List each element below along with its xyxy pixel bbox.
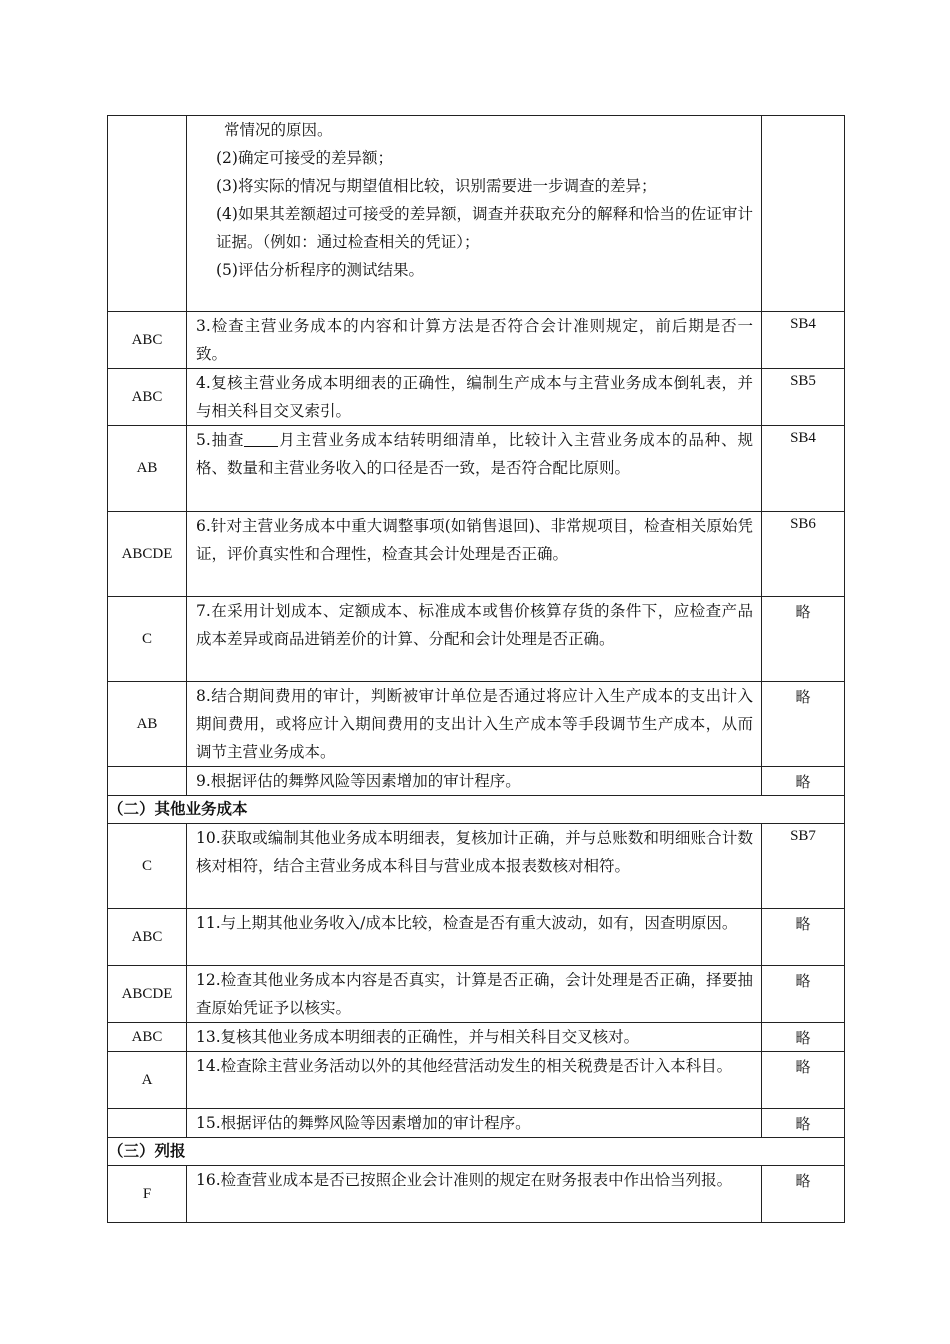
index-cell: 略 (762, 909, 845, 966)
table-row (108, 966, 845, 1023)
procedure-cell: 13.复核其他业务成本明细表的正确性，并与相关科目交叉核对。 (187, 1023, 762, 1052)
index-cell: SB7 (762, 824, 845, 909)
assertion-cell: AB (108, 426, 187, 512)
procedure-cell: 10.获取或编制其他业务成本明细表，复核加计正确，并与总账数和明细账合计数核对相符，结合主营业务成本科目与营业成本报表数核对相符。 (187, 824, 762, 909)
index-cell: SB4 (762, 426, 845, 512)
index-cell (762, 116, 845, 312)
procedure-text: 5.抽查 (196, 431, 245, 449)
index-cell: 略 (762, 597, 845, 682)
section-header-row (108, 1138, 845, 1166)
table-row (108, 767, 845, 796)
procedure-line: (5)评估分析程序的测试结果。 (216, 261, 424, 279)
assertion-cell (108, 1109, 187, 1138)
table-row (108, 1109, 845, 1138)
index-cell: 略 (762, 966, 845, 1023)
assertion-cell: ABC (108, 909, 187, 966)
table-row (108, 312, 845, 369)
index-cell: 略 (762, 1052, 845, 1109)
procedure-cell: 12.检查其他业务成本内容是否真实，计算是否正确，会计处理是否正确，择要抽查原始凭证予以核实。 (187, 966, 762, 1023)
procedure-cell: 4.复核主营业务成本明细表的正确性，编制生产成本与主营业务成本倒轧表，并与相关科目交叉索引。 (187, 369, 762, 426)
procedure-cell: 16.检查营业成本是否已按照企业会计准则的规定在财务报表中作出恰当列报。 (187, 1166, 762, 1223)
procedure-cell: 14.检查除主营业务活动以外的其他经营活动发生的相关税费是否计入本科目。 (187, 1052, 762, 1109)
assertion-cell: C (108, 824, 187, 909)
table-row (108, 1166, 845, 1223)
procedure-cell: 6.针对主营业务成本中重大调整事项(如销售退回)、非常规项目，检查相关原始凭证，评价真实性和合理性，检查其会计处理是否正确。 (187, 512, 762, 597)
assertion-cell: ABCDE (108, 966, 187, 1023)
assertion-cell: ABC (108, 1023, 187, 1052)
table-row (108, 512, 845, 597)
audit-procedures-table (107, 115, 845, 1223)
table-row (108, 1052, 845, 1109)
table-row (108, 426, 845, 512)
table-row (108, 1023, 845, 1052)
assertion-cell: C (108, 597, 187, 682)
procedure-cell: 15.根据评估的舞弊风险等因素增加的审计程序。 (187, 1109, 762, 1138)
section-title: （二）其他业务成本 (108, 796, 845, 824)
section-header-row (108, 796, 845, 824)
assertion-cell (108, 767, 187, 796)
table-row (108, 116, 845, 312)
procedure-cell: 7.在采用计划成本、定额成本、标准成本或售价核算存货的条件下，应检查产品成本差异或商品进销差价的计算、分配和会计处理是否正确。 (187, 597, 762, 682)
assertion-cell: ABC (108, 312, 187, 369)
assertion-cell: ABC (108, 369, 187, 426)
procedure-text: 月主营业务成本结转明细清单，比较计入主营业务成本的品种、规格、数量和主营业务收入的口径是否一致，是否符合配比原则。 (196, 431, 753, 477)
procedure-cell: 8.结合期间费用的审计，判断被审计单位是否通过将应计入生产成本的支出计入期间费用，或将应计入期间费用的支出计入生产成本等手段调节生产成本，从而调节主营业务成本。 (187, 682, 762, 767)
table-row (108, 824, 845, 909)
index-cell: 略 (762, 1166, 845, 1223)
assertion-cell: ABCDE (108, 512, 187, 597)
procedure-line: (3)将实际的情况与期望值相比较，识别需要进一步调查的差异； (216, 177, 657, 195)
index-cell: SB5 (762, 369, 845, 426)
index-cell: SB6 (762, 512, 845, 597)
procedure-line: (4)如果其差额超过可接受的差异额，调查并获取充分的解释和恰当的佐证审计证据。（例如：通过检查相关的凭证）； (216, 205, 753, 251)
table-row (108, 909, 845, 966)
assertion-cell: A (108, 1052, 187, 1109)
index-cell: 略 (762, 682, 845, 767)
procedure-cell: 11.与上期其他业务收入/成本比较，检查是否有重大波动，如有，因查明原因。 (187, 909, 762, 966)
assertion-cell: F (108, 1166, 187, 1223)
procedure-cell: 9.根据评估的舞弊风险等因素增加的审计程序。 (187, 767, 762, 796)
index-cell: 略 (762, 1109, 845, 1138)
fill-in-blank (244, 430, 278, 447)
procedure-line: 常情况的原因。 (224, 121, 333, 139)
index-cell: SB4 (762, 312, 845, 369)
procedure-line: (2)确定可接受的差异额； (216, 149, 393, 167)
index-cell: 略 (762, 767, 845, 796)
section-title: （三）列报 (108, 1138, 845, 1166)
table-row (108, 597, 845, 682)
assertion-cell (108, 116, 187, 312)
table-row (108, 682, 845, 767)
index-cell: 略 (762, 1023, 845, 1052)
procedure-cell: 3.检查主营业务成本的内容和计算方法是否符合会计准则规定，前后期是否一致。 (187, 312, 762, 369)
procedure-cell (187, 116, 762, 312)
assertion-cell: AB (108, 682, 187, 767)
procedure-cell (187, 426, 762, 512)
table-row (108, 369, 845, 426)
